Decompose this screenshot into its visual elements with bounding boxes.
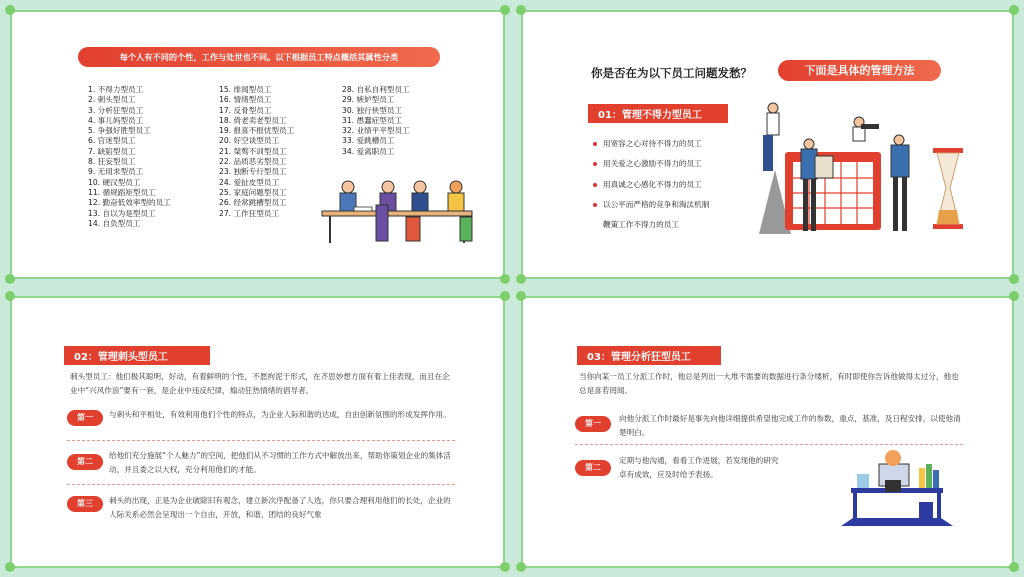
slide4-item-1: 向他分派工作时最好是事先向他详细提供希望他完成工作的参数，重点，基准，及日程安排，以使他清楚明白。	[619, 414, 961, 437]
employee-type-item: 18. 倚老卖老型员工	[219, 115, 287, 125]
meeting-illustration	[320, 177, 480, 247]
employee-type-item: 32. 业绩平平型员工	[342, 126, 410, 136]
corner-dot	[5, 291, 15, 301]
employee-type-item: 2. 刺头型员工	[88, 95, 136, 105]
slide4-section-title: 03：管理分析狂型员工	[577, 346, 721, 365]
corner-dot	[5, 562, 15, 572]
divider	[67, 484, 455, 485]
employee-type-item: 27. 工作狂型员工	[219, 208, 280, 218]
slide4-badge-1: 第一	[575, 416, 611, 432]
employee-type-item: 25. 家庭问题型员工	[219, 187, 287, 197]
employee-type-item: 26. 经常跳槽型员工	[219, 198, 287, 208]
corner-dot	[516, 291, 526, 301]
corner-dot	[516, 5, 526, 15]
employee-type-item: 1. 不得力型员工	[88, 85, 144, 94]
slide3-badge-2: 第二	[67, 454, 103, 470]
slide3-badge-3: 第三	[67, 496, 103, 512]
slide4-badge-2: 第二	[575, 460, 611, 476]
employee-type-item: 19. 报喜不报忧型员工	[219, 126, 295, 136]
corner-dot	[5, 274, 15, 284]
slide-2[interactable]	[521, 10, 1014, 279]
employee-type-item: 7. 缺陷型员工	[88, 146, 136, 156]
bullet-3: 用真诚之心感化不得力的员工	[593, 179, 702, 190]
corner-dot	[516, 562, 526, 572]
employee-type-item: 22. 品质恶劣型员工	[219, 157, 287, 167]
employee-type-item: 30. 独行侠型员工	[342, 105, 403, 115]
employee-type-item: 13. 自以为是型员工	[88, 208, 156, 218]
employee-type-item: 10. 硬汉型员工	[88, 177, 141, 187]
corner-dot	[500, 562, 510, 572]
slide3-item-1: 与刺头和平相处，有效利用他们个性的特点，为企业人际和谐的达成，自由创新氛围的形成发挥作用。	[109, 410, 451, 419]
employee-type-item: 9. 无用求型员工	[88, 167, 144, 177]
employee-type-item: 29. 嫉妒型员工	[342, 95, 395, 105]
employee-type-item: 31. 愚蠢症型员工	[342, 115, 403, 125]
slide3-section-title: 02：管理刺头型员工	[64, 346, 210, 365]
employee-type-item: 11. 循规蹈矩型员工	[88, 187, 156, 197]
bullet-1: 用宽容之心对待不得力的员工	[593, 138, 702, 149]
corner-dot	[500, 274, 510, 284]
employee-type-item: 14. 自负型员工	[88, 218, 141, 228]
employee-list-col1	[88, 85, 171, 229]
employee-list-col3	[342, 85, 410, 157]
employee-type-item: 6. 官迷型员工	[88, 136, 136, 146]
corner-dot	[500, 5, 510, 15]
corner-dot	[500, 291, 510, 301]
bullet-4-continuation: 鞭策工作不得力的员工	[603, 220, 679, 229]
bullet-2: 用关爱之心激励不得力的员工	[593, 158, 702, 169]
desk-worker-illustration	[823, 436, 963, 528]
slide2-answer-pill: 下面是具体的管理方法	[778, 60, 941, 81]
employee-type-item: 16. 情绪型员工	[219, 95, 272, 105]
employee-type-item: 28. 自私自利型员工	[342, 85, 410, 94]
slide1-banner: 每个人有不同的个性，工作与处世也不同。以下根据员工特点概括其属性分类	[78, 47, 440, 67]
slide-1[interactable]	[10, 10, 505, 279]
slide3-item-2: 给他们充分施展“个人魅力”的空间，把他们从不习惯的工作方式中解放出来，帮助你策划企业的集体活动，并且委之以大权，充分利用他们的才能。	[109, 451, 451, 474]
employee-type-item: 3. 分析狂型员工	[88, 105, 144, 115]
corner-dot	[1009, 5, 1019, 15]
employee-type-item: 5. 争强好胜型员工	[88, 126, 151, 136]
employee-type-item: 8. 狂妄型员工	[88, 157, 136, 167]
employee-type-item: 24. 爱扯皮型员工	[219, 177, 280, 187]
employee-type-item: 20. 好空谈型员工	[219, 136, 280, 146]
corner-dot	[1009, 291, 1019, 301]
slide3-intro: 刺头型员工：他们极其聪明，好动，有着鲜明的个性，不愿拘泥于形式，在齐思妙想方面有着上佳表现，而且在企业中“兴风作浪”要有一套，是企业中违反纪律，煽动狂热情绪的倡导者。	[70, 372, 450, 395]
corner-dot	[1009, 274, 1019, 284]
employee-type-item: 34. 爱离职员工	[342, 146, 395, 156]
slide-4[interactable]	[521, 296, 1014, 568]
employee-type-item: 4. 事儿妈型员工	[88, 115, 144, 125]
slide3-badge-1: 第一	[67, 410, 103, 426]
employee-type-item: 21. 桀骜不训型员工	[219, 146, 287, 156]
employee-type-item: 15. 绯闻型员工	[219, 85, 272, 94]
slide4-item-2: 定期与他沟通，看看工作进展，若发现他的研究卓有成效，应及时给予表扬。	[619, 456, 779, 479]
calendar-team-illustration	[751, 100, 971, 250]
employee-type-item: 23. 独断专行型员工	[219, 167, 287, 177]
corner-dot	[1009, 562, 1019, 572]
corner-dot	[516, 274, 526, 284]
employee-type-item: 33. 爱跳槽员工	[342, 136, 395, 146]
slide-3[interactable]	[10, 296, 505, 568]
slide4-intro: 当你向某一员工分派工作时，他总是列出一大堆不需要的数据进行条分缕析，有时即使你告诉他做得太过分，他也总是喜若罔闻。	[579, 372, 959, 395]
employee-type-item: 12. 勤奋低效率型的员工	[88, 198, 171, 208]
employee-list-col2	[219, 85, 294, 219]
slide2-question: 你是否在为以下员工问题发愁？	[591, 66, 752, 80]
slide2-section-title: 01：管理不得力型员工	[588, 104, 728, 123]
slide3-item-3: 刺头的出现，正是为企业破除旧有观念，建立新次序配备了人选，你只要合理利用他们的长处，企业的人际关系必然会呈现出一个自由，开放，和谐，团结的良好气象	[109, 496, 451, 519]
divider	[67, 440, 455, 441]
corner-dot	[5, 5, 15, 15]
bullet-4: 以公平而严格的竞争和淘汰机制	[593, 199, 709, 210]
employee-type-item: 17. 反骨型员工	[219, 105, 272, 115]
